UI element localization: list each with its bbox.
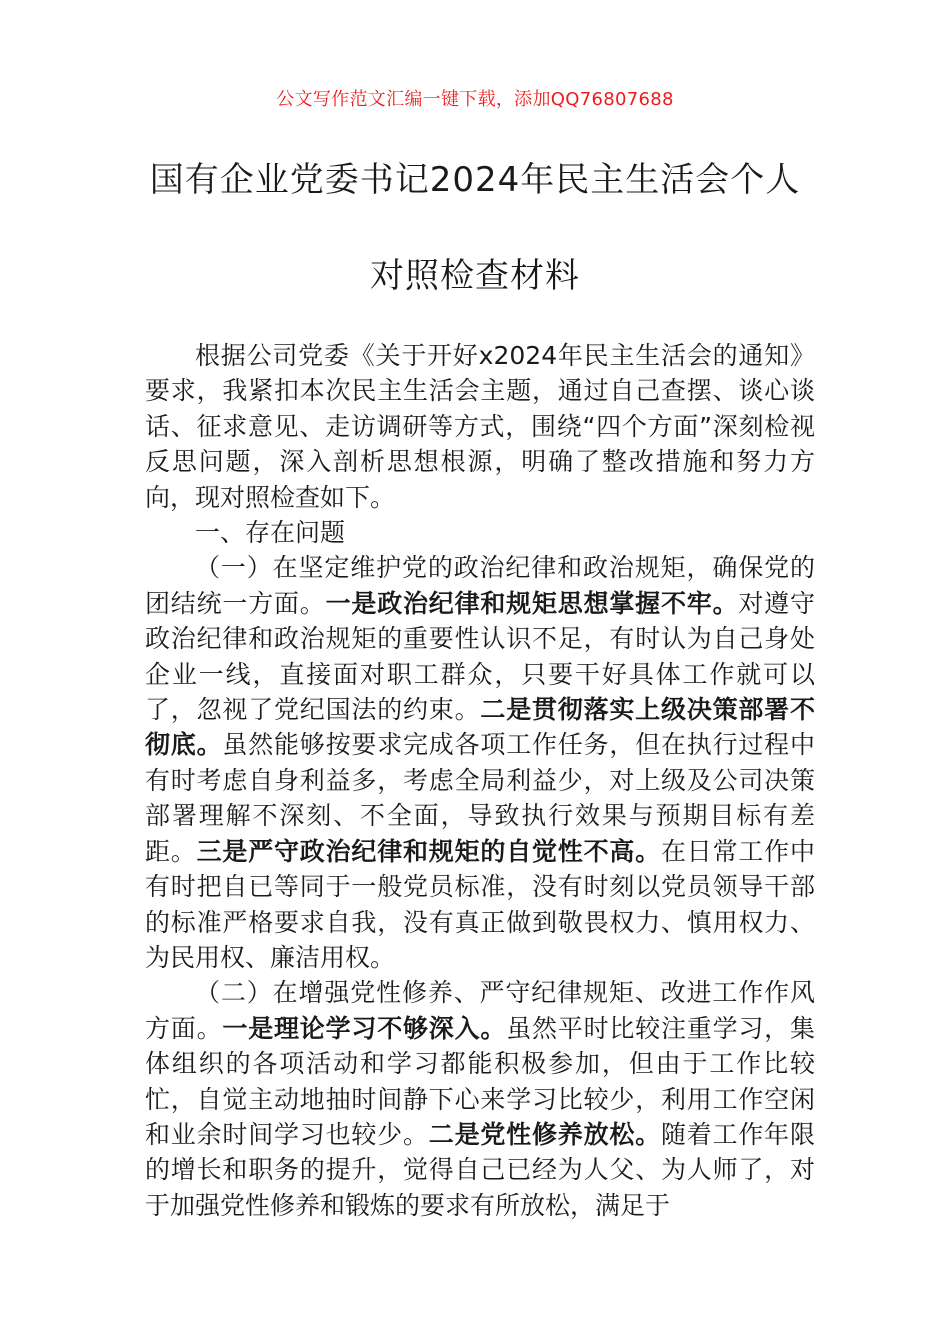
point-text-1: 虽然平时比较注重学习，集体组织的各项活动和学习都能积极参加，但由于工作比较忙，自觉主动地抽时间静下心来学习比较少，利用工作空闲和业余时间学习也较少。 <box>145 1013 815 1149</box>
bold-point-1: 一是理论学习不够深入。 <box>222 1013 507 1043</box>
paragraph-lead: （二）在增强党性修养、严守纪律规矩、改进工作作风方面。 <box>145 978 815 1043</box>
bold-point-3: 三是严守政治纪律和规矩的自觉性不高。 <box>196 836 661 866</box>
document-title-line-2: 对照检查材料 <box>370 256 580 296</box>
paragraph-lead: （一）在坚定维护党的政治纪律和政治规矩，确保党的团结统一方面。 <box>145 553 815 618</box>
point-text-2: 虽然能够按要求完成各项工作任务，但在执行过程中有时考虑自身利益多，考虑全局利益少，对上级及公司决策部署理解不深刻、不全面，导致执行效果与预期目标有差距。 <box>145 730 815 866</box>
header-download-note: 公文写作范文汇编一键下载，添加QQ76807688 <box>276 89 674 110</box>
bold-point-2: 二是党性修养放松。 <box>428 1119 661 1149</box>
point-text-1: 对遵守政治纪律和政治规矩的重要性认识不足，有时认为自己身处企业一线，直接面对职工群众，只要干好具体工作就可以了，忽视了党纪国法的约束。 <box>145 588 815 725</box>
section-heading: 一、存在问题 <box>195 518 346 548</box>
paragraph-party-spirit <box>145 975 815 1223</box>
intro-paragraph: 根据公司党委《关于开好x2024年民主生活会的通知》要求，我紧扣本次民主生活会主题，通过自己查摆、谈心谈话、征求意见、走访调研等方式，围绕“四个方面”深刻检视反思问题，深入剖析思想根源，明确了整改措施和努力方向，现对照检查如下。 <box>145 341 815 512</box>
point-text-3: 在日常工作中有时把自已等同于一般党员标准，没有时刻以党员领导干部的标准严格要求自我，没有真正做到敬畏权力、慎用权力、为民用权、廉洁用权。 <box>145 836 815 972</box>
bold-point-2: 二是贯彻落实上级决策部署不彻底。 <box>145 695 815 760</box>
document-title-line-1: 国有企业党委书记2024年民主生活会个人 <box>149 160 801 200</box>
point-text-2: 随着工作年限的增长和职务的提升，觉得自己已经为人父、为人师了，对于加强党性修养和锻炼的要求有所放松，满足于 <box>145 1119 815 1220</box>
bold-point-1: 一是政治纪律和规矩思想掌握不牢。 <box>325 588 739 618</box>
paragraph-political-discipline <box>145 550 815 975</box>
document-body <box>145 338 815 1223</box>
